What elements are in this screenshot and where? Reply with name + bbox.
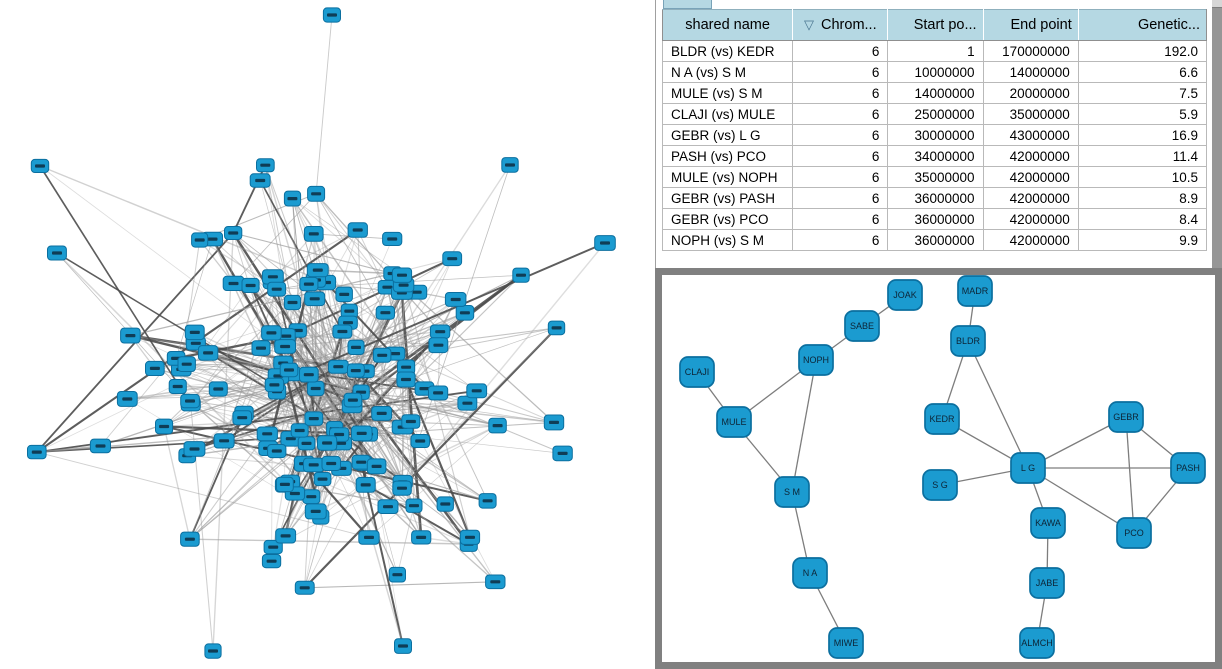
hairball-node[interactable]	[456, 306, 474, 321]
graph-node-KEDR[interactable]	[925, 404, 959, 434]
table-cell: 34000000	[888, 146, 983, 167]
svg-text:S M: S M	[783, 487, 801, 497]
hairball-node[interactable]	[322, 456, 341, 470]
table-cell: GEBR (vs) PASH	[663, 188, 793, 209]
hairball-node[interactable]	[185, 325, 204, 340]
table-row[interactable]	[663, 104, 1207, 125]
graph-node-L G[interactable]	[1011, 453, 1045, 483]
hairball-node[interactable]	[429, 386, 448, 400]
table-cell: CLAJI (vs) MULE	[663, 104, 793, 125]
hairball-node[interactable]	[373, 348, 391, 362]
graph-node-MIWE[interactable]	[829, 628, 863, 658]
table-cell: 42000000	[983, 230, 1078, 251]
table-row[interactable]	[663, 62, 1207, 83]
hairball-node[interactable]	[233, 411, 252, 425]
table-row[interactable]	[663, 188, 1207, 209]
svg-text:SABE: SABE	[849, 321, 875, 331]
subnetwork-canvas[interactable]	[662, 275, 1215, 662]
svg-text:JABE: JABE	[1035, 578, 1059, 588]
hairball-edge	[40, 166, 191, 404]
subnetwork	[662, 275, 1215, 662]
graph-node-JABE[interactable]	[1030, 568, 1064, 598]
table-cell: 6	[793, 125, 888, 146]
hairball-node[interactable]	[323, 8, 340, 22]
table-cell: 192.0	[1078, 41, 1206, 62]
table-row[interactable]	[663, 146, 1207, 167]
hairball-node[interactable]	[295, 581, 314, 594]
hairball-node[interactable]	[437, 497, 453, 511]
hairball-node[interactable]	[156, 419, 173, 434]
hairball-node[interactable]	[395, 639, 412, 654]
hairball-node[interactable]	[181, 394, 200, 407]
graph-node-GEBR[interactable]	[1109, 402, 1143, 432]
hairball-node[interactable]	[406, 499, 422, 512]
table-cell: 170000000	[983, 41, 1078, 62]
hairball-node[interactable]	[214, 434, 234, 448]
hairball-edge	[305, 582, 496, 588]
hairball-node[interactable]	[268, 282, 286, 296]
table-cell: 6	[793, 167, 888, 188]
hairball-node[interactable]	[298, 437, 315, 450]
hairball-node[interactable]	[411, 435, 430, 448]
svg-text:L G: L G	[1020, 463, 1036, 473]
table-cell: 10.5	[1078, 167, 1206, 188]
hairball-node[interactable]	[209, 382, 227, 396]
table-cell: 42000000	[983, 146, 1078, 167]
hairball-node[interactable]	[265, 378, 283, 391]
hairball-node[interactable]	[548, 321, 564, 335]
hairball-node[interactable]	[305, 412, 323, 426]
hairball-node[interactable]	[268, 445, 286, 458]
hairball-node[interactable]	[367, 459, 386, 474]
hairball-node[interactable]	[303, 490, 320, 504]
hairball-node[interactable]	[402, 415, 420, 429]
hairball-node[interactable]	[284, 295, 300, 309]
hairball-node[interactable]	[544, 415, 563, 430]
hairball-node[interactable]	[397, 372, 415, 387]
table-body	[663, 41, 1207, 251]
table-row[interactable]	[663, 167, 1207, 188]
hairball-edge	[403, 328, 557, 482]
scrollbar-button[interactable]	[1212, 0, 1222, 8]
svg-text:NOPH: NOPH	[802, 355, 830, 365]
table-cell: GEBR (vs) PCO	[663, 209, 793, 230]
column-header-chrom[interactable]: ▽ Chrom...	[793, 10, 888, 41]
hairball-node[interactable]	[513, 268, 529, 282]
hairball-node[interactable]	[352, 426, 373, 441]
svg-text:KEDR: KEDR	[929, 414, 955, 424]
table-cell: 30000000	[888, 125, 983, 146]
column-header-genetic[interactable]: Genetic...	[1078, 10, 1206, 41]
table-scrollbar[interactable]	[1212, 0, 1222, 268]
svg-text:ALMCH: ALMCH	[1021, 638, 1053, 648]
graph-edge-BLDR-L G[interactable]	[968, 341, 1028, 468]
table-header-row	[663, 10, 1207, 41]
table-cell: 36000000	[888, 188, 983, 209]
graph-edge-NOPH-S M[interactable]	[792, 360, 816, 492]
table-cell: 7.5	[1078, 83, 1206, 104]
table-cell: 36000000	[888, 230, 983, 251]
hairball-node[interactable]	[595, 236, 616, 251]
table-cell: 43000000	[983, 125, 1078, 146]
column-header-end-point[interactable]: End point	[983, 10, 1078, 41]
hairball-node[interactable]	[205, 644, 221, 658]
table-row[interactable]	[663, 41, 1207, 62]
table-cell: GEBR (vs) L G	[663, 125, 793, 146]
svg-text:JOAK: JOAK	[893, 290, 917, 300]
hairball-node[interactable]	[300, 277, 318, 290]
table-cell: 1	[888, 41, 983, 62]
edge-table-panel	[655, 0, 1222, 268]
table-cell: 11.4	[1078, 146, 1206, 167]
table-row[interactable]	[663, 125, 1207, 146]
hairball-node[interactable]	[502, 158, 518, 173]
hairball-node[interactable]	[300, 367, 319, 382]
graph-node-N A[interactable]	[793, 558, 827, 588]
hairball-edge	[361, 462, 495, 582]
hairball-node[interactable]	[412, 531, 431, 544]
hairball-node[interactable]	[276, 529, 296, 543]
hairball-node[interactable]	[28, 445, 47, 458]
hairball-node[interactable]	[257, 159, 275, 172]
hairball-node[interactable]	[393, 481, 411, 495]
hairball-node[interactable]	[336, 287, 353, 302]
graph-node-NOPH[interactable]	[799, 345, 833, 375]
hairball-node[interactable]	[305, 292, 325, 306]
svg-text:S G: S G	[932, 480, 948, 490]
hairball-node[interactable]	[90, 439, 110, 453]
hairball-node[interactable]	[304, 458, 324, 472]
edge-attribute-table	[662, 9, 1207, 251]
table-cell: 42000000	[983, 188, 1078, 209]
svg-text:MIWE: MIWE	[833, 638, 859, 648]
hairball-edge	[316, 15, 332, 194]
hairball-node[interactable]	[445, 293, 466, 307]
hairball-node[interactable]	[318, 436, 337, 451]
svg-text:PCO: PCO	[1124, 528, 1144, 538]
hairball-node[interactable]	[117, 392, 137, 407]
hairball-node[interactable]	[329, 360, 349, 373]
subnetwork-panel	[655, 268, 1222, 669]
hairball-node[interactable]	[31, 159, 48, 172]
hairball-node[interactable]	[304, 227, 323, 242]
graph-node-S G[interactable]	[923, 470, 957, 500]
hairball-node[interactable]	[225, 227, 242, 240]
table-row[interactable]	[663, 230, 1207, 251]
graph-node-KAWA[interactable]	[1031, 508, 1065, 538]
svg-text:KAWA: KAWA	[1035, 518, 1061, 528]
hairball-node[interactable]	[223, 276, 244, 290]
hairball-node[interactable]	[383, 232, 402, 245]
hairball-node[interactable]	[479, 494, 496, 509]
hairball-node[interactable]	[443, 252, 462, 266]
table-cell: 5.9	[1078, 104, 1206, 125]
hairball-node[interactable]	[284, 191, 300, 206]
graph-edge-GEBR-PCO[interactable]	[1126, 417, 1134, 533]
svg-text:MADR: MADR	[961, 286, 989, 296]
hairball-node[interactable]	[257, 427, 277, 441]
table-cell: BLDR (vs) KEDR	[663, 41, 793, 62]
hairball-node[interactable]	[146, 361, 165, 375]
table-cell: 6	[793, 62, 888, 83]
hairball-node[interactable]	[198, 346, 217, 361]
hairball-node[interactable]	[389, 567, 405, 582]
hairball-node[interactable]	[262, 555, 280, 568]
hairball-node[interactable]	[467, 384, 487, 398]
hairball-node[interactable]	[242, 278, 259, 292]
table-cell: NOPH (vs) S M	[663, 230, 793, 251]
table-row[interactable]	[663, 83, 1207, 104]
table-cell: 42000000	[983, 167, 1078, 188]
table-header	[663, 10, 1207, 41]
hairball-node[interactable]	[307, 381, 324, 395]
table-row[interactable]	[663, 209, 1207, 230]
filter-icon[interactable]: ▽	[804, 17, 815, 32]
hairball-node[interactable]	[181, 532, 200, 546]
table-cell: 14000000	[888, 83, 983, 104]
hairball-node[interactable]	[489, 418, 507, 433]
svg-text:PASH: PASH	[1176, 463, 1200, 473]
svg-text:CLAJI: CLAJI	[684, 367, 710, 377]
table-cell: N A (vs) S M	[663, 62, 793, 83]
table-cell: MULE (vs) S M	[663, 83, 793, 104]
hairball-node[interactable]	[356, 478, 375, 493]
graph-node-MADR[interactable]	[958, 276, 992, 306]
hairball-node[interactable]	[280, 363, 298, 376]
table-cell: 20000000	[983, 83, 1078, 104]
graph-node-BLDR[interactable]	[951, 326, 985, 356]
hairball-node[interactable]	[178, 357, 195, 372]
table-cell: 14000000	[983, 62, 1078, 83]
graph-node-S M[interactable]	[775, 477, 809, 507]
hairball-node[interactable]	[276, 477, 293, 491]
table-cell: 8.9	[1078, 188, 1206, 209]
hairball-node[interactable]	[359, 531, 379, 545]
svg-text:MULE: MULE	[721, 417, 747, 427]
graph-node-PASH[interactable]	[1171, 453, 1205, 483]
hairball-node[interactable]	[250, 174, 270, 187]
table-cell: 8.4	[1078, 209, 1206, 230]
hairball-node[interactable]	[553, 446, 572, 461]
hairball-node[interactable]	[486, 575, 505, 589]
hairball-node[interactable]	[460, 530, 479, 544]
table-cell: 6.6	[1078, 62, 1206, 83]
svg-text:N A: N A	[802, 568, 818, 578]
table-cell: 6	[793, 209, 888, 230]
hairball-node[interactable]	[121, 328, 141, 343]
graph-node-MULE[interactable]	[717, 407, 751, 437]
hairball-node[interactable]	[305, 504, 326, 519]
hairball-node[interactable]	[348, 364, 365, 377]
table-cell: 6	[793, 188, 888, 209]
graph-node-ALMCH[interactable]	[1020, 628, 1054, 658]
svg-text:GEBR: GEBR	[1113, 412, 1139, 422]
table-cell: 35000000	[983, 104, 1078, 125]
table-cell: 9.9	[1078, 230, 1206, 251]
graph-node-PCO[interactable]	[1117, 518, 1151, 548]
table-cell: 6	[793, 146, 888, 167]
table-cell: 6	[793, 41, 888, 62]
svg-text:BLDR: BLDR	[955, 336, 981, 346]
graph-node-SABE[interactable]	[845, 311, 879, 341]
table-cell: 6	[793, 83, 888, 104]
table-tab-fragment[interactable]	[663, 0, 712, 9]
hairball-node[interactable]	[307, 264, 328, 277]
hairball-node[interactable]	[376, 306, 394, 319]
table-cell: 35000000	[888, 167, 983, 188]
table-cell: 6	[793, 230, 888, 251]
graph-node-CLAJI[interactable]	[680, 357, 714, 387]
hairball-node[interactable]	[291, 424, 308, 437]
hairball-node[interactable]	[429, 338, 448, 353]
table-cell: 6	[793, 104, 888, 125]
graph-node-JOAK[interactable]	[888, 280, 922, 310]
hairball-node[interactable]	[48, 246, 67, 260]
column-header-shared-name[interactable]: shared name	[663, 10, 793, 41]
table-cell: 16.9	[1078, 125, 1206, 146]
hairball-node[interactable]	[262, 326, 282, 340]
hairball-node[interactable]	[348, 340, 364, 354]
table-cell: 42000000	[983, 209, 1078, 230]
hairball-node[interactable]	[348, 223, 367, 238]
table-cell: 10000000	[888, 62, 983, 83]
hairball-node[interactable]	[184, 442, 205, 457]
table-cell: PASH (vs) PCO	[663, 146, 793, 167]
hairball-node[interactable]	[275, 340, 296, 354]
hairball-node[interactable]	[169, 380, 186, 394]
column-header-start-po[interactable]: Start po...	[888, 10, 983, 41]
hairball-node[interactable]	[308, 186, 325, 201]
hairball-node[interactable]	[378, 500, 398, 514]
hairball-node[interactable]	[430, 325, 449, 338]
table-cell: MULE (vs) NOPH	[663, 167, 793, 188]
hairball-node[interactable]	[458, 396, 477, 410]
hairball-node[interactable]	[314, 473, 331, 486]
hairball-node[interactable]	[192, 233, 208, 247]
hairball-node[interactable]	[344, 393, 362, 407]
hairball-node[interactable]	[252, 341, 270, 356]
table-cell: 25000000	[888, 104, 983, 125]
hairball-node[interactable]	[333, 325, 352, 338]
hairball-node[interactable]	[372, 407, 392, 421]
table-cell: 36000000	[888, 209, 983, 230]
hairball-node[interactable]	[392, 268, 411, 282]
